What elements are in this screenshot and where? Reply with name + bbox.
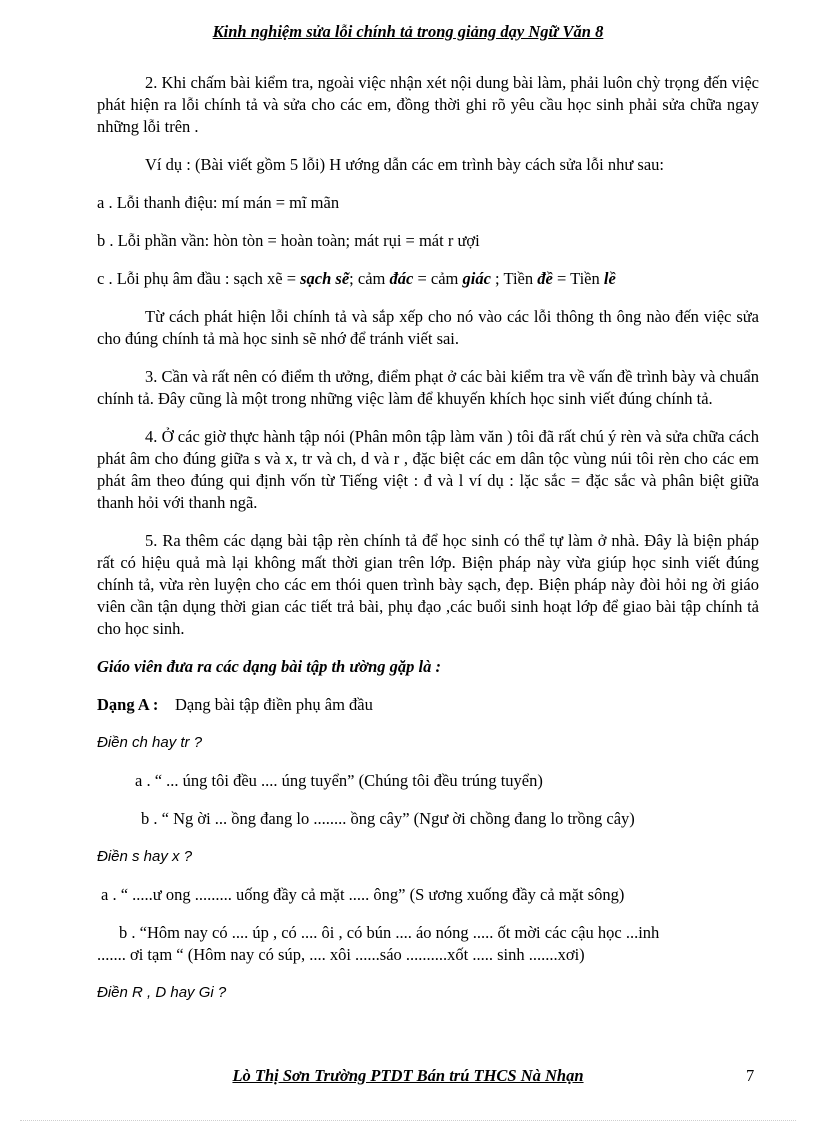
c-text-4: ; Tiền	[490, 269, 538, 288]
header-title: Kinh nghiệm sửa lỗi chính tả trong giảng dạy Ngữ Văn 8	[212, 22, 604, 41]
c-text-5: = Tiền	[552, 269, 604, 288]
paragraph-4: 4. Ở các giờ thực hành tập nói (Phân môn tập làm văn ) tôi đã rất chú ý rèn và sửa chữa cách phát âm cho đúng giữa s và x, tr và ch, d và r , đặc biệt các em dân tộc vùng núi tôi rèn cho các em phát âm theo đúng qui định vốn từ Tiếng việt : đ và l ví dụ : lặc sắc = đặc sắc và phân biệt giữa thanh hỏi với thanh ngã.	[97, 427, 759, 512]
paragraph-5: 5. Ra thêm các dạng bài tập rèn chính tả để học sinh có thể tự làm ở nhà. Đây là biện pháp rất có hiệu quả mà lại không mất thời gian trên lớp. Biện pháp này vừa giúp học sinh viết đúng chính tả, vừa rèn luyện cho các em thói quen trình bày sạch, đẹp. Biện pháp này đòi hỏi ng ời giáo viên cần tận dụng thời gian các tiết trả bài, phụ đạo ,các buổi sinh hoạt lớp để giao bài tập chính tả cho học sinh.	[97, 531, 759, 638]
c-bold-1: sạch sẽ	[300, 269, 350, 288]
fill-r-d-gi-heading: Điền R , D hay Gi ?	[97, 984, 227, 1001]
page-bottom-divider	[20, 1120, 796, 1121]
exercise-b1: b . “ Ng ời ... ồng đang lo ........ ồng cây” (Ngư ời chồng đang lo trồng cây)	[141, 809, 635, 828]
exercise-b2-line1: b . “Hôm nay có .... úp , có .... ôi , có bún .... áo nóng ..... ốt mời các cậu học ...inh	[119, 923, 660, 942]
exercise-a1: a . “ ... úng tôi đều .... úng tuyển” (Chúng tôi đều trúng tuyển)	[135, 771, 543, 790]
paragraph-2: 2. Khi chấm bài kiểm tra, ngoài việc nhận xét nội dung bài làm, phải luôn chỳ trọng đến việc phát hiện ra lỗi chính tả và sửa cho các em, đồng thời ghi rõ yêu cầu học sinh phải sửa chữa ngay những lỗi trên .	[97, 73, 759, 136]
c-bold-4: đề	[537, 269, 553, 288]
paragraph-summary: Từ cách phát hiện lỗi chính tả và sắp xếp cho nó vào các lỗi thông th ông nào đến việc sửa cho đúng chính tả mà học sinh sẽ nhớ để tránh viết sai.	[97, 307, 759, 348]
footer-author: Lò Thị Sơn Trường PTDT Bán trú THCS Nà Nhạn	[232, 1066, 584, 1085]
c-bold-3: giác	[462, 269, 491, 288]
page-header	[0, 22, 816, 42]
section-title: Giáo viên đưa ra các dạng bài tập th ường gặp là :	[97, 657, 441, 676]
exercise-b2	[97, 922, 759, 966]
fill-s-x-heading: Điền s hay x ?	[97, 848, 193, 865]
example-intro: Ví dụ : (Bài viết gồm 5 lỗi) H ướng dẫn các em trình bày cách sửa lỗi như sau:	[145, 155, 664, 174]
c-text-3: = cảm	[413, 269, 463, 288]
example-b: b . Lỗi phần vần: hòn tòn = hoàn toàn; mát rụi = mát r ượi	[97, 231, 480, 250]
paragraph-3: 3. Cần và rất nên có điểm th ưởng, điểm phạt ở các bài kiểm tra về vấn đề trình bày và chuẩn chính tả. Đây cũng là một trong những việc làm để khuyến khích học sinh viết đúng chính tả.	[97, 367, 759, 408]
c-bold-2: đác	[389, 269, 414, 288]
document-body	[97, 72, 759, 1020]
page-number: 7	[746, 1066, 755, 1085]
exercise-b2-line2: ....... ơi tạm “ (Hôm nay có súp, .... xôi ......sáo ..........xốt ..... sinh .......xơi)	[97, 945, 585, 964]
example-c	[97, 268, 759, 290]
dang-a	[97, 694, 759, 716]
example-a: a . Lỗi thanh điệu: mí mán = mĩ mãn	[97, 193, 340, 212]
exercise-a2: a . “ .....ư ong ......... uống đầy cả mặt ..... ông” (S ương xuống đầy cả mặt sông)	[101, 885, 625, 904]
dang-a-text: Dạng bài tập điền phụ âm đầu	[174, 695, 373, 714]
c-text-1: c . Lỗi phụ âm đầu : sạch xẽ =	[97, 269, 301, 288]
fill-ch-tr-heading: Điền ch hay tr ?	[97, 734, 203, 751]
c-bold-5: lề	[603, 269, 616, 288]
dang-a-label: Dạng A :	[97, 695, 159, 714]
c-text-2: ; cảm	[349, 269, 390, 288]
